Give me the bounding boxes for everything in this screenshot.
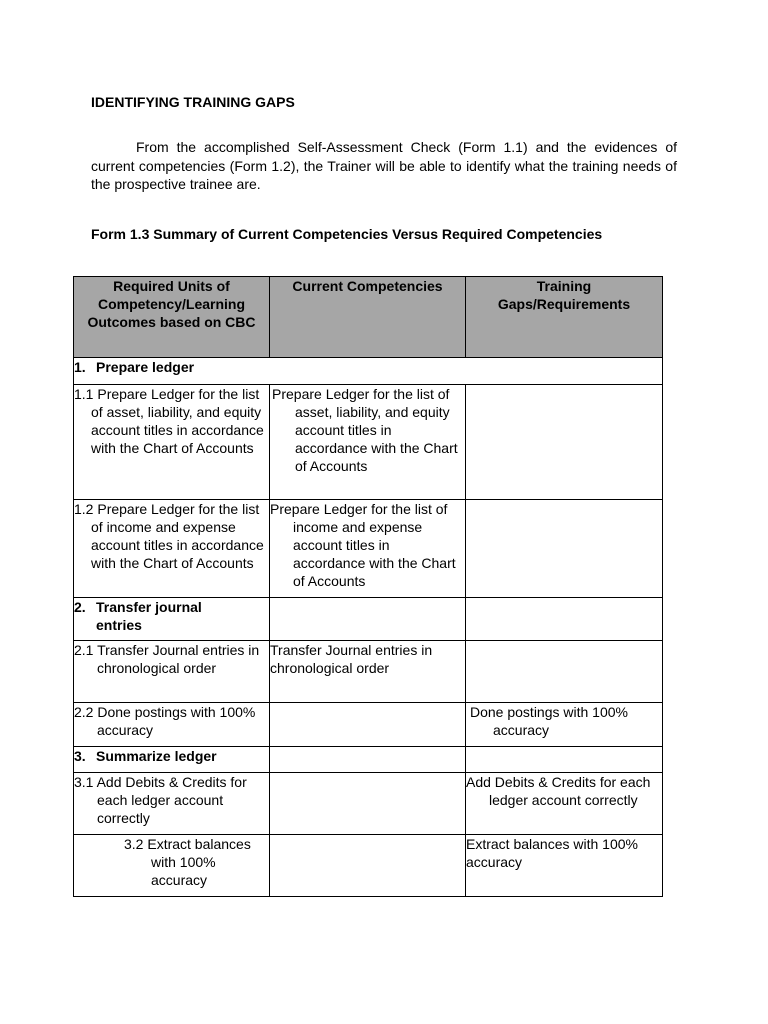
gap-text: Add Debits & Credits for each ledger account correctly: [466, 774, 651, 808]
gap-cell: [466, 773, 663, 835]
competency-summary-table: [73, 276, 663, 897]
current-text: Transfer Journal entries in chronological order: [270, 642, 433, 676]
required-cell: [74, 500, 270, 598]
section-title: Prepare ledger: [96, 359, 195, 375]
current-cell: [270, 385, 466, 500]
gap-cell: [466, 385, 663, 500]
table-row: [74, 500, 663, 598]
table-row: [74, 703, 663, 747]
required-text: 2.2 Done postings with 100% accuracy: [74, 704, 256, 738]
form-title: Form 1.3 Summary of Current Competencies Versus Required Competencies: [91, 226, 603, 242]
section-row: [74, 747, 663, 773]
required-text: 3.2 Extract balances with 100% accuracy: [124, 836, 251, 888]
table-row: [74, 385, 663, 500]
required-text: 1.2 Prepare Ledger for the list of income and expense account titles in accordance with the Chart of Accounts: [74, 501, 264, 571]
current-cell: [270, 773, 466, 835]
required-cell: [74, 641, 270, 703]
table-row: [74, 835, 663, 897]
gap-cell: [466, 641, 663, 703]
gap-cell: [466, 703, 663, 747]
required-cell: [74, 773, 270, 835]
page-title: IDENTIFYING TRAINING GAPS: [91, 94, 295, 110]
section-row: [74, 358, 663, 385]
current-text: Prepare Ledger for the list of income and expense account titles in accordance with the Chart of Accounts: [270, 501, 456, 589]
section-row: [74, 598, 663, 641]
section-heading: [74, 598, 270, 641]
gap-cell: [466, 500, 663, 598]
current-text: Prepare Ledger for the list of asset, liability, and equity account titles in accordance with the Chart of Accounts: [272, 386, 458, 474]
gap-text: Extract balances with 100% accuracy: [466, 836, 638, 870]
section-gap-cell: [466, 598, 663, 641]
header-training-gaps-label: Training Gaps/Requirements: [497, 278, 631, 312]
section-heading: [74, 358, 663, 385]
current-cell: [270, 703, 466, 747]
required-cell: [74, 703, 270, 747]
gap-text: Done postings with 100% accuracy: [470, 704, 628, 738]
required-text: 1.1 Prepare Ledger for the list of asset, liability, and equity account titles in accordance with the Chart of Accounts: [74, 386, 264, 456]
section-number: 3.: [74, 748, 86, 764]
section-heading: [74, 747, 270, 773]
header-training-gaps: [466, 277, 663, 358]
required-cell: [74, 385, 270, 500]
section-title: Transfer journal entries: [96, 599, 202, 633]
gap-cell: [466, 835, 663, 897]
table-header-row: [74, 277, 663, 358]
section-title: Summarize ledger: [96, 748, 217, 764]
current-cell: [270, 835, 466, 897]
header-required-units-label: Required Units of Competency/Learning Outcomes based on CBC: [87, 278, 256, 330]
header-current-competencies: [270, 277, 466, 358]
section-gap-cell: [466, 747, 663, 773]
current-cell: [270, 641, 466, 703]
section-number: 2.: [74, 599, 86, 615]
header-required-units: [74, 277, 270, 358]
required-text: 3.1 Add Debits & Credits for each ledger account correctly: [74, 774, 247, 826]
section-current-cell: [270, 747, 466, 773]
header-current-competencies-label: Current Competencies: [292, 278, 443, 294]
section-current-cell: [270, 598, 466, 641]
current-cell: [270, 500, 466, 598]
table-row: [74, 773, 663, 835]
section-number: 1.: [74, 359, 86, 375]
intro-paragraph: From the accomplished Self-Assessment Check (Form 1.1) and the evidences of current competencies (Form 1.2), the Trainer will be able to identify what the training needs of the prospective trainee are.: [91, 139, 677, 192]
table-row: [74, 641, 663, 703]
required-text: 2.1 Transfer Journal entries in chronological order: [74, 642, 260, 676]
required-cell: [74, 835, 270, 897]
